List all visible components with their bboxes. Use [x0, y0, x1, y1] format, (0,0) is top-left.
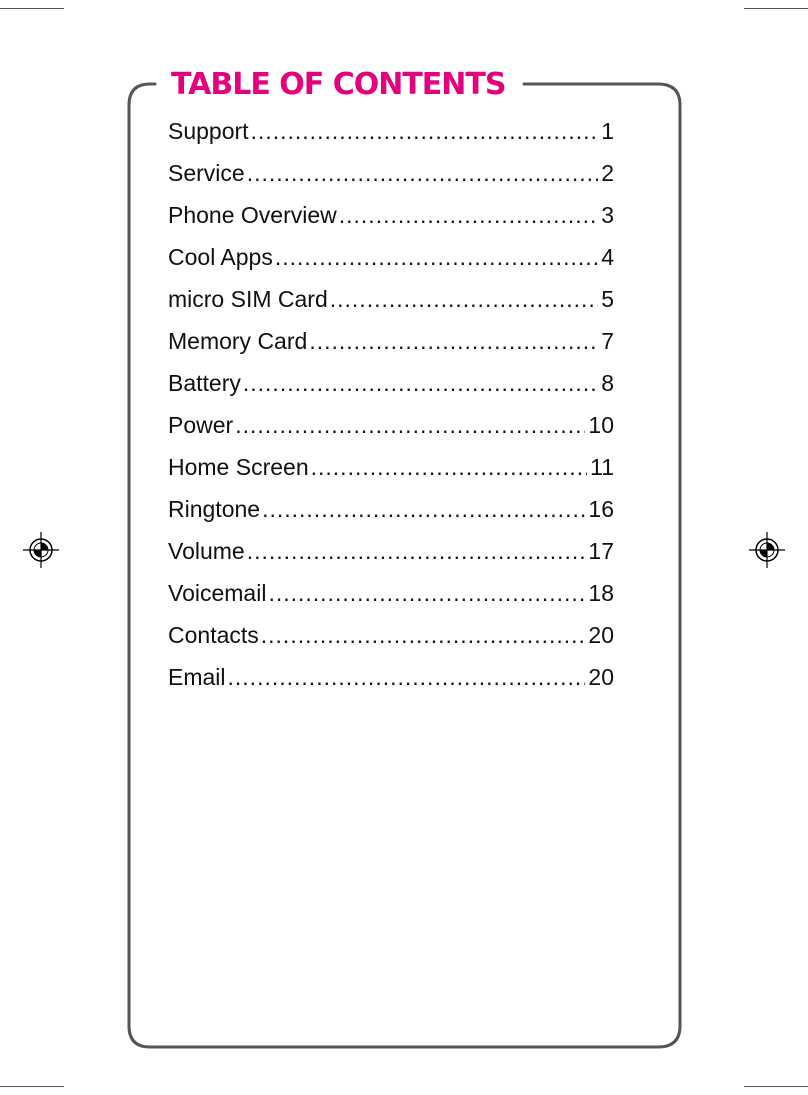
toc-entry-label: Support — [168, 118, 249, 144]
toc-entry-label: Phone Overview — [168, 202, 337, 228]
toc-entry-page: 2 — [601, 160, 614, 186]
toc-entry[interactable] — [168, 406, 614, 448]
toc-entry[interactable] — [168, 112, 614, 154]
toc-entry-page: 5 — [601, 286, 614, 312]
toc-entry[interactable] — [168, 364, 614, 406]
toc-entry[interactable] — [168, 658, 614, 700]
toc-entry-leader — [261, 616, 586, 654]
toc-entry[interactable] — [168, 490, 614, 532]
toc-entry-page: 4 — [601, 244, 614, 270]
toc-entry-leader — [330, 280, 598, 318]
toc-entry-label: Power — [168, 412, 234, 438]
toc-entry[interactable] — [168, 154, 614, 196]
toc-entry-label: Email — [168, 664, 226, 690]
toc-entry-page: 1 — [601, 118, 614, 144]
toc-entry[interactable] — [168, 322, 614, 364]
toc-entry[interactable] — [168, 238, 614, 280]
toc-entry-label: Battery — [168, 370, 241, 396]
toc-entry-page: 11 — [590, 454, 614, 480]
toc-entry-leader — [309, 322, 598, 360]
toc-entry[interactable] — [168, 280, 614, 322]
toc-entry-page: 20 — [588, 664, 614, 690]
toc-entry[interactable] — [168, 196, 614, 238]
toc-entry-leader — [228, 658, 586, 696]
toc-entry-leader — [268, 574, 585, 612]
toc-entry[interactable] — [168, 616, 614, 658]
toc-entry-page: 10 — [588, 412, 614, 438]
toc-entry-label: Volume — [168, 538, 245, 564]
toc-entry-label: micro SIM Card — [168, 286, 328, 312]
toc-entry-page: 17 — [588, 538, 614, 564]
toc-entry-leader — [275, 238, 598, 276]
toc-entry-leader — [243, 364, 598, 402]
toc-entry-leader — [339, 196, 598, 234]
toc-entry[interactable] — [168, 532, 614, 574]
toc-entry[interactable] — [168, 448, 614, 490]
toc-entry-leader — [262, 490, 585, 528]
toc-entry-label: Ringtone — [168, 496, 261, 522]
toc-entry-page: 7 — [601, 328, 614, 354]
toc-entry-page: 18 — [588, 580, 614, 606]
toc-entry-page: 16 — [588, 496, 614, 522]
toc-entry-label: Memory Card — [168, 328, 308, 354]
toc-list — [168, 112, 614, 700]
toc-entry-leader — [235, 406, 585, 444]
toc-entry-page: 8 — [601, 370, 614, 396]
toc-entry[interactable] — [168, 574, 614, 616]
toc-entry-leader — [311, 448, 587, 486]
toc-entry-leader — [251, 112, 599, 150]
toc-entry-label: Contacts — [168, 622, 259, 648]
toc-entry-page: 3 — [601, 202, 614, 228]
toc-entry-label: Cool Apps — [168, 244, 273, 270]
toc-entry-leader — [247, 154, 599, 192]
toc-entry-page: 20 — [588, 622, 614, 648]
toc-title: TABLE OF CONTENTS — [171, 67, 506, 102]
toc-entry-leader — [247, 532, 586, 570]
toc-entry-label: Home Screen — [168, 454, 309, 480]
toc-entry-label: Service — [168, 160, 245, 186]
toc-entry-label: Voicemail — [168, 580, 267, 606]
